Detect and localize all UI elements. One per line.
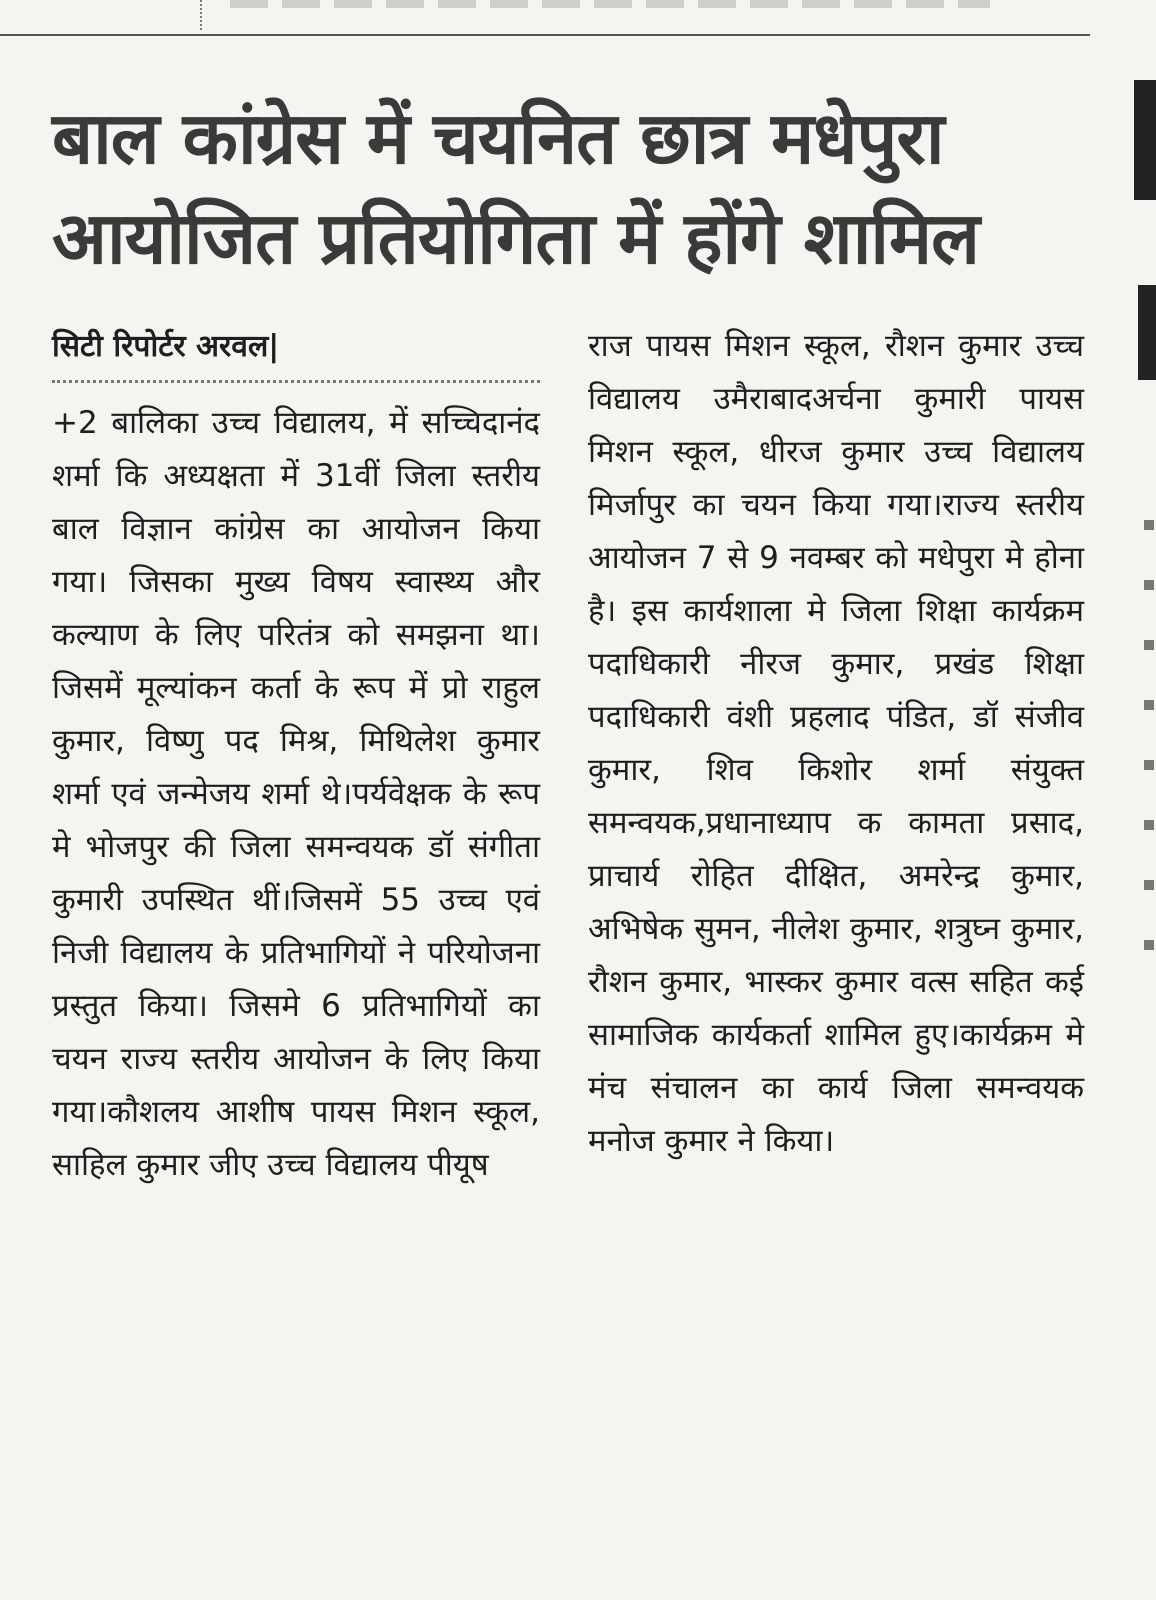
next-column-sliver [1114,0,1156,1600]
article-column-right [588,320,1084,1168]
clipped-previous-text [230,0,990,8]
column-divider [200,0,202,30]
next-column-text-fragment [1144,580,1154,590]
article-headline [52,88,1092,288]
article-body-left: +2 बालिका उच्च विद्यालय, में सच्चिदानंद शर्मा कि अध्यक्षता में 31वीं जिला स्तरीय बाल विज्ञान कांग्रेस का आयोजन किया गया। जिसका मुख्य विषय स्वास्थ्य और कल्याण के लिए परितंत्र को समझना था।जिसमें मूल्यांकन कर्ता के रूप में प्रो राहुल कुमार, विष्णु पद मिश्र, मिथिलेश कुमार शर्मा एवं जन्मेजय शर्मा थे।पर्यवेक्षक के रूप मे भोजपुर की जिला समन्वयक डॉ संगीता कुमारी उपस्थित थीं।जिसमें 55 उच्च एवं निजी विद्यालय के प्रतिभागियों ने परियोजना प्रस्तुत किया। जिसमे 6 प्रतिभागियों का चयन राज्य स्तरीय आयोजन के लिए किया गया।कौशलय आशीष पायस मिशन स्कूल, साहिल कुमार जीए उच्च विद्यालय पीयूष [52,405,540,1183]
next-column-text-fragment [1144,880,1154,890]
next-column-text-fragment [1144,820,1154,830]
byline-divider [52,380,540,383]
next-column-headline-fragment [1138,285,1156,380]
previous-story-strip [0,0,1090,36]
next-column-text-fragment [1144,700,1154,710]
article-column-left [52,320,540,1192]
headline-line-2: आयोजित प्रतियोगिता में होंगे शामिल [52,196,979,280]
headline-line-1: बाल कांग्रेस में चयनित छात्र मधेपुरा [52,96,944,180]
next-column-text-fragment [1144,760,1154,770]
byline: सिटी रिपोर्टर अरवल| [52,329,280,364]
next-column-headline-fragment [1134,80,1156,200]
next-column-text-fragment [1144,640,1154,650]
next-column-text-fragment [1144,940,1154,950]
article-body-right: राज पायस मिशन स्कूल, रौशन कुमार उच्च विद्यालय उमैराबादअर्चना कुमारी पायस मिशन स्कूल, धीरज कुमार उच्च विद्यालय मिर्जापुर का चयन किया गया।राज्य स्तरीय आयोजन 7 से 9 नवम्बर को मधेपुरा मे होना है। इस कार्यशाला मे जिला शिक्षा कार्यक्रम पदाधिकारी नीरज कुमार, प्रखंड शिक्षा पदाधिकारी वंशी प्रहलाद पंडित, डॉ संजीव कुमार, शिव किशोर शर्मा संयुक्त समन्वयक,प्रधानाध्याप क कामता प्रसाद, प्राचार्य रोहित दीक्षित, अमरेन्द्र कुमार, अभिषेक सुमन, नीलेश कुमार, शत्रुघ्न कुमार, रौशन कुमार, भास्कर कुमार वत्स सहित कई सामाजिक कार्यकर्ता शामिल हुए।कार्यक्रम मे मंच संचालन का कार्य जिला समन्वयक मनोज कुमार ने किया। [588,328,1084,1159]
next-column-text-fragment [1144,520,1154,530]
